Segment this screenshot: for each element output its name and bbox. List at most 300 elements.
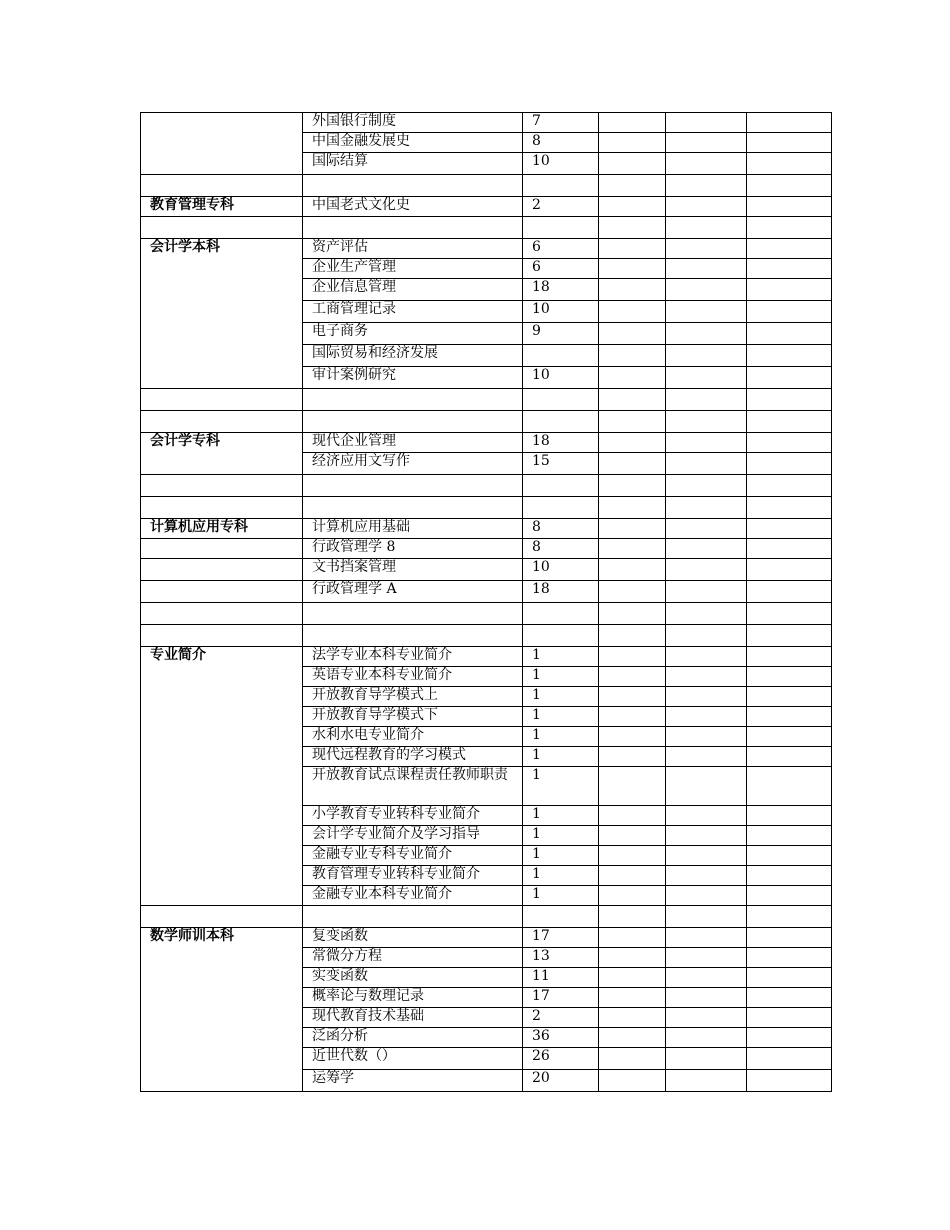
course-cell	[303, 625, 523, 647]
count-cell: 17	[523, 928, 599, 948]
table-row	[141, 581, 832, 603]
empty-cell	[747, 389, 832, 411]
empty-cell	[599, 988, 666, 1008]
empty-cell	[666, 687, 747, 707]
course-cell: 资产评估	[303, 239, 523, 259]
category-cell: 计算机应用专科	[141, 519, 303, 539]
empty-cell	[666, 707, 747, 727]
empty-cell	[747, 153, 832, 175]
course-cell: 文书挡案管理	[303, 559, 523, 581]
empty-cell	[666, 727, 747, 747]
empty-cell	[747, 988, 832, 1008]
category-cell	[141, 133, 303, 153]
category-cell	[141, 559, 303, 581]
empty-cell	[599, 133, 666, 153]
category-cell	[141, 389, 303, 411]
table-row	[141, 988, 832, 1008]
table-row	[141, 866, 832, 886]
empty-cell	[666, 625, 747, 647]
category-cell	[141, 988, 303, 1008]
empty-cell	[747, 1070, 832, 1092]
empty-cell	[747, 625, 832, 647]
table-row	[141, 433, 832, 453]
count-cell: 1	[523, 667, 599, 687]
empty-cell	[747, 928, 832, 948]
table-row	[141, 948, 832, 968]
course-cell: 近世代数（）	[303, 1048, 523, 1070]
empty-cell	[666, 667, 747, 687]
count-cell: 26	[523, 1048, 599, 1070]
table-row	[141, 1008, 832, 1028]
category-cell	[141, 707, 303, 727]
empty-cell	[599, 846, 666, 866]
table-row	[141, 603, 832, 625]
count-cell	[523, 217, 599, 239]
count-cell	[523, 497, 599, 519]
category-cell	[141, 727, 303, 747]
table-row	[141, 968, 832, 988]
empty-cell	[666, 475, 747, 497]
table-row	[141, 559, 832, 581]
empty-cell	[599, 345, 666, 367]
empty-cell	[747, 367, 832, 389]
course-cell: 常微分方程	[303, 948, 523, 968]
empty-cell	[747, 906, 832, 928]
empty-cell	[666, 433, 747, 453]
empty-cell	[666, 113, 747, 133]
category-cell	[141, 1048, 303, 1070]
table-row	[141, 826, 832, 846]
empty-cell	[666, 279, 747, 301]
table-row	[141, 1070, 832, 1092]
table-row	[141, 259, 832, 279]
category-cell	[141, 301, 303, 323]
empty-cell	[747, 707, 832, 727]
empty-cell	[666, 647, 747, 667]
empty-cell	[599, 707, 666, 727]
category-cell	[141, 153, 303, 175]
empty-cell	[666, 1070, 747, 1092]
course-cell: 企业信息管理	[303, 279, 523, 301]
empty-cell	[666, 826, 747, 846]
count-cell	[523, 906, 599, 928]
empty-cell	[599, 1028, 666, 1048]
empty-cell	[599, 279, 666, 301]
empty-cell	[666, 603, 747, 625]
course-cell: 现代企业管理	[303, 433, 523, 453]
empty-cell	[747, 1048, 832, 1070]
course-table-body	[141, 113, 832, 1092]
count-cell: 8	[523, 539, 599, 559]
category-cell	[141, 1008, 303, 1028]
empty-cell	[599, 948, 666, 968]
empty-cell	[666, 1048, 747, 1070]
course-cell: 行政管理学 8	[303, 539, 523, 559]
table-row	[141, 806, 832, 826]
empty-cell	[666, 767, 747, 806]
course-cell: 运筹学	[303, 1070, 523, 1092]
empty-cell	[747, 345, 832, 367]
course-cell: 英语专业本科专业简介	[303, 667, 523, 687]
category-cell	[141, 323, 303, 345]
course-cell: 国际结算	[303, 153, 523, 175]
empty-cell	[599, 727, 666, 747]
empty-cell	[666, 1028, 747, 1048]
empty-cell	[599, 906, 666, 928]
empty-cell	[599, 767, 666, 806]
empty-cell	[666, 389, 747, 411]
empty-cell	[747, 301, 832, 323]
empty-cell	[747, 519, 832, 539]
empty-cell	[599, 667, 666, 687]
count-cell: 10	[523, 367, 599, 389]
course-cell: 开放教育导学模式下	[303, 707, 523, 727]
empty-cell	[599, 886, 666, 906]
table-row	[141, 301, 832, 323]
course-cell: 审计案例研究	[303, 367, 523, 389]
category-cell	[141, 826, 303, 846]
empty-cell	[599, 581, 666, 603]
empty-cell	[666, 239, 747, 259]
count-cell: 10	[523, 153, 599, 175]
course-cell: 经济应用文写作	[303, 453, 523, 475]
category-cell	[141, 866, 303, 886]
table-row	[141, 906, 832, 928]
category-cell	[141, 367, 303, 389]
table-row	[141, 497, 832, 519]
empty-cell	[599, 113, 666, 133]
empty-cell	[747, 767, 832, 806]
table-row	[141, 767, 832, 806]
course-cell: 中国老式文化史	[303, 197, 523, 217]
empty-cell	[599, 625, 666, 647]
table-row	[141, 539, 832, 559]
count-cell: 8	[523, 519, 599, 539]
course-cell: 国际贸易和经济发展	[303, 345, 523, 367]
table-row	[141, 707, 832, 727]
table-row	[141, 367, 832, 389]
course-cell: 水利水电专业简介	[303, 727, 523, 747]
category-cell	[141, 1028, 303, 1048]
empty-cell	[666, 906, 747, 928]
empty-cell	[747, 687, 832, 707]
empty-cell	[599, 603, 666, 625]
table-row	[141, 667, 832, 687]
empty-cell	[747, 259, 832, 279]
course-cell: 金融专业本科专业简介	[303, 886, 523, 906]
course-cell	[303, 411, 523, 433]
empty-cell	[747, 866, 832, 886]
empty-cell	[747, 239, 832, 259]
empty-cell	[666, 217, 747, 239]
count-cell: 20	[523, 1070, 599, 1092]
table-row	[141, 323, 832, 345]
empty-cell	[599, 175, 666, 197]
table-row	[141, 519, 832, 539]
empty-cell	[747, 133, 832, 153]
count-cell: 2	[523, 1008, 599, 1028]
category-cell: 会计学本科	[141, 239, 303, 259]
empty-cell	[666, 301, 747, 323]
count-cell: 1	[523, 687, 599, 707]
empty-cell	[666, 367, 747, 389]
table-row	[141, 1048, 832, 1070]
empty-cell	[666, 866, 747, 886]
course-cell: 外国银行制度	[303, 113, 523, 133]
category-cell	[141, 453, 303, 475]
empty-cell	[666, 747, 747, 767]
course-cell: 教育管理专业转科专业简介	[303, 866, 523, 886]
table-row	[141, 453, 832, 475]
empty-cell	[599, 747, 666, 767]
empty-cell	[599, 928, 666, 948]
table-row	[141, 475, 832, 497]
category-cell	[141, 747, 303, 767]
category-cell: 教育管理专科	[141, 197, 303, 217]
empty-cell	[747, 539, 832, 559]
count-cell: 1	[523, 866, 599, 886]
empty-cell	[666, 519, 747, 539]
count-cell: 1	[523, 886, 599, 906]
empty-cell	[747, 175, 832, 197]
table-row	[141, 886, 832, 906]
course-cell	[303, 906, 523, 928]
count-cell: 1	[523, 747, 599, 767]
category-cell	[141, 475, 303, 497]
empty-cell	[747, 667, 832, 687]
category-cell	[141, 806, 303, 826]
empty-cell	[747, 497, 832, 519]
category-cell	[141, 625, 303, 647]
empty-cell	[666, 197, 747, 217]
category-cell	[141, 603, 303, 625]
empty-cell	[666, 948, 747, 968]
count-cell: 8	[523, 133, 599, 153]
table-row	[141, 345, 832, 367]
category-cell	[141, 1070, 303, 1092]
course-cell: 复变函数	[303, 928, 523, 948]
table-row	[141, 846, 832, 866]
empty-cell	[666, 259, 747, 279]
empty-cell	[666, 539, 747, 559]
empty-cell	[599, 539, 666, 559]
course-cell: 中国金融发展史	[303, 133, 523, 153]
empty-cell	[666, 886, 747, 906]
empty-cell	[747, 475, 832, 497]
empty-cell	[747, 647, 832, 667]
table-row	[141, 153, 832, 175]
empty-cell	[747, 603, 832, 625]
course-cell: 概率论与数理记录	[303, 988, 523, 1008]
empty-cell	[666, 968, 747, 988]
empty-cell	[666, 153, 747, 175]
empty-cell	[747, 727, 832, 747]
empty-cell	[666, 411, 747, 433]
empty-cell	[747, 559, 832, 581]
empty-cell	[666, 559, 747, 581]
table-row	[141, 197, 832, 217]
course-cell: 会计学专业简介及学习指导	[303, 826, 523, 846]
empty-cell	[747, 1028, 832, 1048]
empty-cell	[747, 453, 832, 475]
count-cell: 10	[523, 301, 599, 323]
count-cell: 6	[523, 239, 599, 259]
count-cell: 1	[523, 846, 599, 866]
category-cell	[141, 886, 303, 906]
empty-cell	[599, 389, 666, 411]
course-cell: 行政管理学 A	[303, 581, 523, 603]
empty-cell	[666, 497, 747, 519]
empty-cell	[599, 1048, 666, 1070]
empty-cell	[599, 806, 666, 826]
count-cell: 1	[523, 707, 599, 727]
count-cell: 1	[523, 826, 599, 846]
empty-cell	[747, 323, 832, 345]
course-cell: 金融专业专科专业简介	[303, 846, 523, 866]
empty-cell	[599, 453, 666, 475]
course-cell: 企业生产管理	[303, 259, 523, 279]
category-cell	[141, 497, 303, 519]
category-cell	[141, 767, 303, 806]
category-cell	[141, 968, 303, 988]
course-table	[140, 112, 832, 1092]
count-cell	[523, 389, 599, 411]
empty-cell	[599, 153, 666, 175]
empty-cell	[666, 846, 747, 866]
empty-cell	[666, 175, 747, 197]
course-cell	[303, 497, 523, 519]
empty-cell	[747, 197, 832, 217]
category-cell	[141, 846, 303, 866]
category-cell	[141, 687, 303, 707]
empty-cell	[747, 411, 832, 433]
empty-cell	[599, 433, 666, 453]
course-cell: 电子商务	[303, 323, 523, 345]
category-cell	[141, 259, 303, 279]
count-cell	[523, 175, 599, 197]
empty-cell	[599, 647, 666, 667]
category-cell	[141, 539, 303, 559]
category-cell	[141, 175, 303, 197]
table-row	[141, 279, 832, 301]
category-cell: 专业简介	[141, 647, 303, 667]
count-cell	[523, 475, 599, 497]
count-cell: 13	[523, 948, 599, 968]
category-cell: 会计学专科	[141, 433, 303, 453]
empty-cell	[599, 559, 666, 581]
table-row	[141, 727, 832, 747]
count-cell: 6	[523, 259, 599, 279]
empty-cell	[747, 826, 832, 846]
empty-cell	[666, 928, 747, 948]
empty-cell	[599, 411, 666, 433]
table-row	[141, 217, 832, 239]
course-cell	[303, 389, 523, 411]
empty-cell	[599, 239, 666, 259]
empty-cell	[666, 345, 747, 367]
category-cell	[141, 345, 303, 367]
count-cell: 11	[523, 968, 599, 988]
category-cell	[141, 217, 303, 239]
empty-cell	[747, 279, 832, 301]
empty-cell	[599, 323, 666, 345]
table-row	[141, 113, 832, 133]
empty-cell	[599, 826, 666, 846]
course-cell: 计算机应用基础	[303, 519, 523, 539]
empty-cell	[599, 497, 666, 519]
count-cell: 1	[523, 647, 599, 667]
empty-cell	[747, 846, 832, 866]
empty-cell	[666, 1008, 747, 1028]
empty-cell	[747, 217, 832, 239]
empty-cell	[666, 581, 747, 603]
count-cell	[523, 603, 599, 625]
empty-cell	[599, 866, 666, 886]
count-cell: 15	[523, 453, 599, 475]
count-cell: 36	[523, 1028, 599, 1048]
count-cell: 18	[523, 433, 599, 453]
count-cell: 18	[523, 279, 599, 301]
course-cell: 小学教育专业转科专业简介	[303, 806, 523, 826]
category-cell	[141, 948, 303, 968]
course-cell	[303, 475, 523, 497]
empty-cell	[666, 133, 747, 153]
empty-cell	[747, 747, 832, 767]
category-cell	[141, 581, 303, 603]
count-cell	[523, 625, 599, 647]
count-cell: 10	[523, 559, 599, 581]
course-cell	[303, 175, 523, 197]
empty-cell	[666, 453, 747, 475]
empty-cell	[599, 1070, 666, 1092]
empty-cell	[599, 259, 666, 279]
count-cell: 18	[523, 581, 599, 603]
empty-cell	[747, 806, 832, 826]
table-row	[141, 687, 832, 707]
course-cell: 法学专业本科专业简介	[303, 647, 523, 667]
table-row	[141, 747, 832, 767]
course-cell: 现代远程教育的学习模式	[303, 747, 523, 767]
empty-cell	[666, 323, 747, 345]
table-row	[141, 239, 832, 259]
empty-cell	[599, 475, 666, 497]
course-cell: 开放教育试点课程责任教师职责	[303, 767, 523, 806]
table-row	[141, 389, 832, 411]
empty-cell	[599, 1008, 666, 1028]
category-cell	[141, 667, 303, 687]
empty-cell	[747, 948, 832, 968]
empty-cell	[599, 968, 666, 988]
category-cell	[141, 279, 303, 301]
course-cell: 实变函数	[303, 968, 523, 988]
empty-cell	[747, 1008, 832, 1028]
category-cell	[141, 906, 303, 928]
empty-cell	[747, 968, 832, 988]
empty-cell	[599, 687, 666, 707]
table-row	[141, 647, 832, 667]
category-cell: 数学师训本科	[141, 928, 303, 948]
empty-cell	[599, 519, 666, 539]
category-cell	[141, 411, 303, 433]
table-row	[141, 175, 832, 197]
table-row	[141, 133, 832, 153]
empty-cell	[599, 217, 666, 239]
empty-cell	[666, 806, 747, 826]
course-cell	[303, 603, 523, 625]
course-cell: 泛函分析	[303, 1028, 523, 1048]
category-cell	[141, 113, 303, 133]
table-row	[141, 1028, 832, 1048]
